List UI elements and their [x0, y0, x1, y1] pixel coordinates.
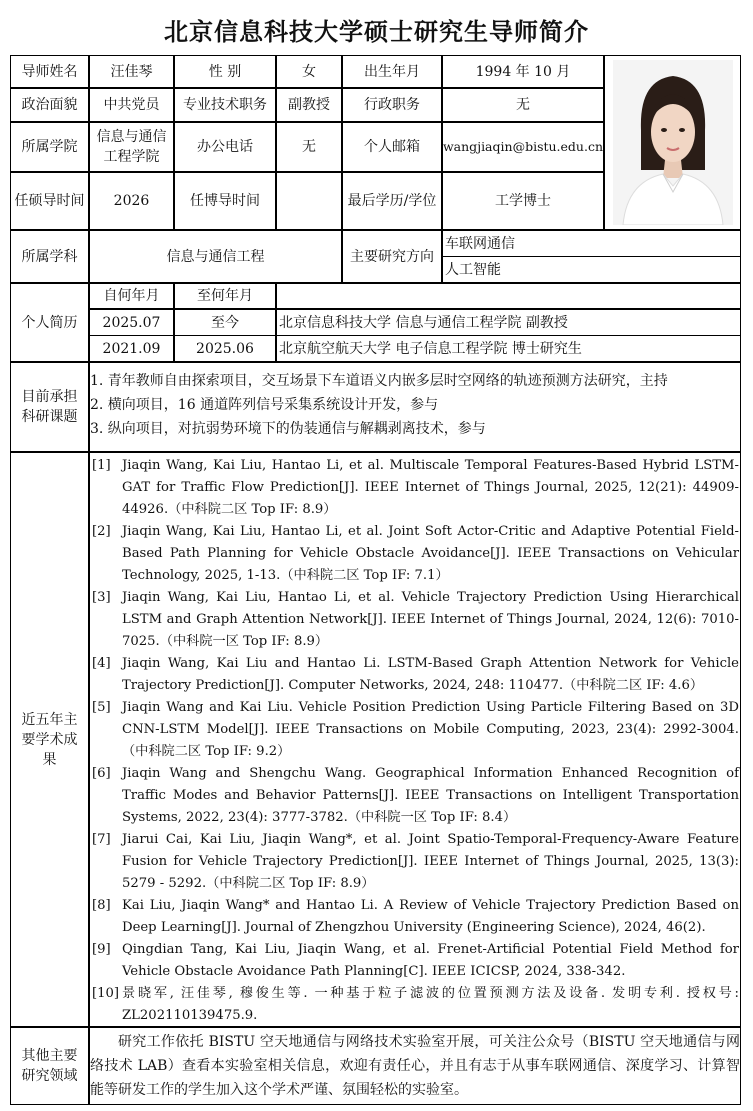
publication-text: 景晓军, 汪佳琴, 穆俊生等. 一种基于粒子滤波的位置预测方法及设备. 发明专利. 授权号: ZL202110139475.9. [122, 986, 739, 1023]
publication-item [90, 763, 740, 829]
publication-number: [5] [92, 700, 111, 715]
resume-label: 个人简历 [10, 283, 89, 362]
portrait-icon [613, 60, 733, 225]
publication-item [90, 895, 740, 939]
publication-text: Jiaqin Wang, Kai Liu and Hantao Li. LSTM-Based Graph Attention Network for Vehicle Trajectory Prediction[J]. Computer Networks, 2024, 248: 110477.（中科院二区 IF: 4.6） [122, 656, 739, 693]
other-text: 研究工作依托 BISTU 空天地通信与网络技术实验室开展，可关注公众号（BISTU 空天地通信与网络技术 LAB）查看本实验室相关信息，欢迎有责任心，并且有志于从事车联网通信、深度学习、计算智能等研发工作的学生加入这个学术严谨、氛围轻松的实验室。 [89, 1027, 741, 1105]
resume-from: 2025.07 [89, 309, 174, 336]
projects-list [89, 362, 741, 452]
publication-number: [1] [92, 458, 111, 473]
publication-item [90, 455, 740, 521]
birth-value: 1994 年 10 月 [442, 55, 604, 88]
publication-text: Jiaqin Wang, Kai Liu, Hantao Li, et al. Joint Soft Actor-Critic and Adaptive Potential Field-Based Path Planning for Vehicle Obstacle Avoidance[J]. IEEE Transactions on Vehicular Technology, 2025, 1-13.（中科院二区 Top IF: 7.1） [122, 524, 739, 583]
phd-label: 任博导时间 [174, 172, 276, 230]
name-value: 汪佳琴 [89, 55, 174, 88]
publication-number: [2] [92, 524, 111, 539]
publication-item [90, 983, 740, 1027]
gender-value: 女 [276, 55, 342, 88]
publication-number: [4] [92, 656, 111, 671]
direction-label: 主要研究方向 [342, 230, 442, 283]
resume-from-header: 自何年月 [89, 283, 174, 309]
resume-to: 2025.06 [174, 335, 276, 362]
direction-item: 车联网通信 [442, 230, 741, 257]
page-title: 北京信息科技大学硕士研究生导师简介 [164, 18, 589, 46]
publication-number: [6] [92, 766, 111, 781]
phone-value: 无 [276, 122, 342, 172]
publication-number: [9] [92, 942, 111, 957]
project-item: 3. 纵向项目，对抗弱势环境下的伪装通信与解耦剥离技术，参与 [90, 421, 486, 437]
email-value: wangjiaqin@bistu.edu.cn [442, 122, 604, 172]
publication-number: [3] [92, 590, 111, 605]
publication-item [90, 653, 740, 697]
master-value: 2026 [89, 172, 174, 230]
portrait-photo [604, 55, 741, 230]
title-label: 专业技术职务 [174, 88, 276, 122]
publication-item [90, 587, 740, 653]
phd-value [276, 172, 342, 230]
resume-desc: 北京信息科技大学 信息与通信工程学院 副教授 [276, 309, 741, 336]
resume-from: 2021.09 [89, 335, 174, 362]
title-value: 副教授 [276, 88, 342, 122]
publication-item [90, 521, 740, 587]
master-label: 任硕导时间 [10, 172, 89, 230]
birth-label: 出生年月 [342, 55, 442, 88]
admin-value: 无 [442, 88, 604, 122]
projects-label: 目前承担科研课题 [10, 362, 89, 452]
publication-item [90, 939, 740, 983]
degree-value: 工学博士 [442, 172, 604, 230]
other-label: 其他主要研究领域 [10, 1027, 89, 1105]
project-item: 1. 青年教师自由探索项目，交互场景下车道语义内嵌多层时空网络的轨迹预测方法研究，主持 [90, 373, 668, 389]
publication-text: Jiarui Cai, Kai Liu, Jiaqin Wang*, et al. Joint Spatio-Temporal-Frequency-Aware Feature Fusion for Vehicle Trajectory Prediction[J]. IEEE Internet of Things Journal, 2025, 13(3): 5279 - 5292.（中科院二区 Top IF: 8.9） [122, 832, 739, 891]
resume-to: 至今 [174, 309, 276, 336]
school-label: 所属学院 [10, 122, 89, 172]
publication-text: Kai Liu, Jiaqin Wang* and Hantao Li. A Review of Vehicle Trajectory Prediction Based on Deep Learning[J]. Journal of Zhengzhou University (Engineering Science), 2024, 46(2). [122, 898, 739, 935]
publication-text: Jiaqin Wang, Kai Liu, Hantao Li, et al. Multiscale Temporal Features-Based Hybrid LSTM-GAT for Traffic Flow Prediction[J]. IEEE Internet of Things Journal, 2025, 12(21): 44909-44926.（中科院二区 Top IF: 8.9） [122, 458, 739, 517]
degree-label: 最后学历/学位 [342, 172, 442, 230]
publications-label: 近五年主要学术成果 [10, 452, 89, 1027]
direction-item: 人工智能 [442, 256, 741, 283]
publication-text: Qingdian Tang, Kai Liu, Jiaqin Wang, et al. Frenet-Artificial Potential Field Method for Vehicle Obstacle Avoidance Path Planning[C]. IEEE ICICSP, 2024, 338-342. [122, 942, 739, 979]
politics-value: 中共党员 [89, 88, 174, 122]
resume-header-blank [276, 283, 741, 309]
discipline-label: 所属学科 [10, 230, 89, 283]
publication-text: Jiaqin Wang and Kai Liu. Vehicle Position Prediction Using Particle Filtering Based on 3D CNN-LSTM Model[J]. IEEE Transactions on Mobile Computing, 2023, 23(4): 2992-3004.（中科院二区 Top IF: 9.2） [122, 700, 739, 759]
resume-to-header: 至何年月 [174, 283, 276, 309]
project-item: 2. 横向项目，16 通道阵列信号采集系统设计开发，参与 [90, 397, 439, 413]
politics-label: 政治面貌 [10, 88, 89, 122]
discipline-value: 信息与通信工程 [89, 230, 342, 283]
resume-desc: 北京航空航天大学 电子信息工程学院 博士研究生 [276, 335, 741, 362]
publication-number: [7] [92, 832, 111, 847]
email-label: 个人邮箱 [342, 122, 442, 172]
publication-text: Jiaqin Wang and Shengchu Wang. Geographical Information Enhanced Recognition of Traffic Modes and Behavior Patterns[J]. IEEE Transactions on Intelligent Transportation Systems, 2022, 23(4): 3777-3782.（中科院一区 Top IF: 8.4） [122, 766, 739, 825]
publications-list [89, 452, 741, 1027]
gender-label: 性 别 [174, 55, 276, 88]
admin-label: 行政职务 [342, 88, 442, 122]
publication-item [90, 697, 740, 763]
school-value: 信息与通信工程学院 [89, 122, 174, 172]
publication-item [90, 829, 740, 895]
publication-number: [10] [92, 986, 120, 1001]
publication-number: [8] [92, 898, 111, 913]
publication-text: Jiaqin Wang, Kai Liu, Hantao Li, et al. Vehicle Trajectory Prediction Using Hierarchical LSTM and Graph Attention Network[J]. IEEE Internet of Things Journal, 2024, 12(6): 7010-7025.（中科院一区 Top IF: 8.9） [122, 590, 739, 649]
phone-label: 办公电话 [174, 122, 276, 172]
name-label: 导师姓名 [10, 55, 89, 88]
